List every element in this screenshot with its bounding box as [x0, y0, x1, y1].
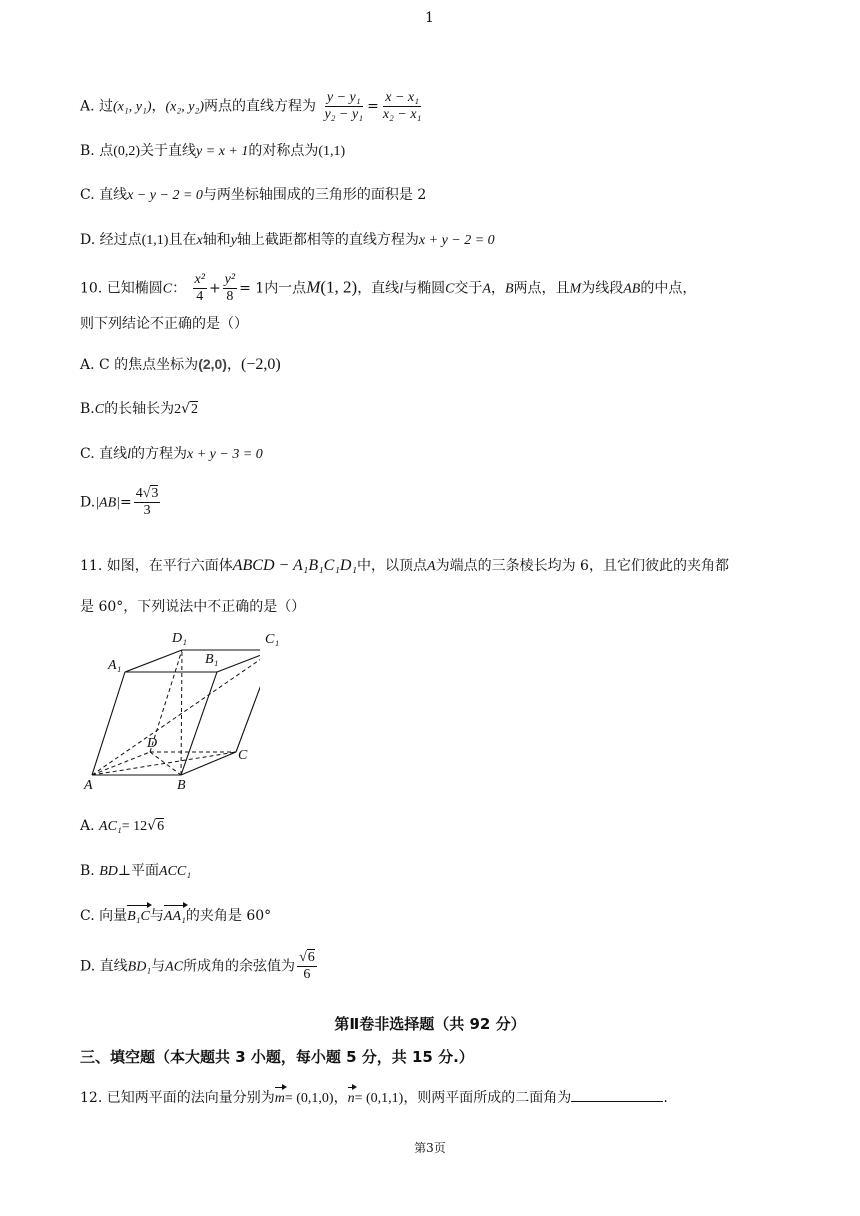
q9-b-result: (1,1) — [318, 144, 346, 159]
q11-b-prefix: B. — [80, 863, 95, 879]
q10-stem-line2: 则下列结论不正确的是（） — [80, 316, 248, 332]
q11-c-mid: 与 — [149, 908, 164, 924]
q9-d-mid: 且在 — [168, 232, 197, 248]
q9-d-mid3: 轴上截距都相等的直线方程为 — [236, 232, 419, 248]
q12-prefix: 12. 已知两平面的法向量分别为 — [80, 1090, 275, 1106]
q11-prefix: 11. 如图，在平行六面体 — [80, 558, 233, 574]
q9-d-x: x — [196, 233, 203, 248]
sqrt-icon: √ — [181, 401, 191, 417]
q10-d-eq: = — [120, 494, 132, 511]
diag-bd1 — [181, 650, 182, 775]
q10-a-point2: (−2,0) — [240, 356, 281, 373]
q11-a-eq: = 12 — [121, 819, 148, 834]
q11-option-b[interactable] — [80, 861, 191, 882]
q11-b-mid: 平面 — [131, 863, 160, 879]
q9-a-prefix: A. 过 — [80, 98, 114, 115]
q10-mid2: ，直线 — [357, 280, 400, 297]
q11-d-mid: 与 — [151, 958, 166, 975]
q11-option-d[interactable] — [80, 950, 319, 983]
q9-a-eq: = — [367, 98, 379, 115]
q9-d-prefix: D. 经过点 — [80, 232, 142, 248]
page-footer: 第3页 — [414, 1141, 446, 1155]
q9-a-mid: 两点的直线方程为 — [204, 98, 317, 115]
q10-m-point: (1, 2) — [320, 277, 358, 297]
sqrt-icon: √ — [299, 950, 307, 965]
q10-ab: AB — [623, 281, 641, 297]
q10-option-a[interactable] — [80, 354, 281, 375]
q9-c-line: x − y − 2 = 0 — [127, 188, 203, 203]
q10-c2: C — [445, 281, 455, 297]
q10-d-abs: |AB| — [95, 495, 120, 511]
q12-rest: ，则两平面所成的二面角为 — [403, 1090, 572, 1106]
q10-colon: ： — [172, 280, 187, 297]
edge-b1c1 — [217, 650, 260, 672]
q11-c-prefix: C. 向量 — [80, 908, 128, 924]
parallelepiped-figure — [80, 628, 260, 798]
q9-c-rest: 与两坐标轴围成的三角形的面积是 2 — [202, 187, 427, 203]
q10-mid5: 两点，且 — [513, 280, 570, 297]
q9-a-point2: (x₂, y₂) — [165, 99, 205, 115]
q11-stem-line2: 是 60°，下列说法中不正确的是（） — [80, 599, 306, 615]
q11-d-rest: 所成角的余弦值为 — [183, 958, 296, 975]
q10-fraction-x: $\frac{\text{x²}}{4}$ — [194, 272, 205, 304]
q10-m2: M — [569, 281, 582, 297]
q10-c-l: l — [127, 447, 132, 462]
q10-d-prefix: D. — [80, 494, 96, 511]
label-a1: A₁ — [108, 658, 122, 673]
edge-bb1 — [181, 672, 217, 775]
q9-d-point: (1,1) — [141, 233, 169, 248]
edge-aa1 — [92, 672, 125, 775]
section-subtitle: 三、填空题（本大题共 3 小题，每小题 5 分，共 15 分.） — [80, 1048, 474, 1066]
q10-fraction-y: $\frac{\text{y²}}{8}$ — [224, 272, 236, 304]
label-d: D — [147, 736, 158, 751]
q9-b-point: (0,2) — [113, 144, 141, 159]
q9-a-point1: (x₁, y₁) — [113, 99, 152, 115]
q10-eq1: = 1 — [239, 280, 265, 297]
q9-b-line: y = x + 1 — [196, 144, 249, 159]
q10-prefix: 10. 已知椭圆 — [80, 280, 163, 297]
q11-option-a[interactable] — [80, 816, 164, 837]
edge-bc — [181, 752, 236, 775]
q9-option-b[interactable] — [80, 141, 345, 162]
q11-option-c[interactable] — [80, 906, 271, 927]
q11-d-bd: BD₁ — [127, 959, 152, 975]
q10-mid4: 交于 — [454, 280, 483, 297]
page-number: 1 — [425, 10, 434, 26]
q11-b-plane: ACC₁ — [159, 864, 192, 879]
q9-c-prefix: C. 直线 — [80, 187, 128, 203]
q9-d-line: x + y − 2 = 0 — [418, 233, 495, 248]
q10-l: l — [399, 281, 404, 297]
q9-option-c[interactable] — [80, 185, 426, 206]
q9-d-y: y — [230, 233, 237, 248]
q10-comma: ， — [490, 280, 505, 297]
label-c1: C₁ — [265, 632, 280, 647]
q10-option-c[interactable] — [80, 444, 263, 465]
q11-stem — [80, 556, 729, 577]
q10-c-prefix: C. 直线 — [80, 446, 128, 462]
answer-blank[interactable] — [571, 1087, 663, 1102]
q10-b: B — [504, 281, 514, 297]
q10-a-text: A. C 的焦点坐标为 — [80, 357, 199, 373]
q10-mid1: 内一点 — [264, 280, 307, 297]
q10-mid6: 为线段 — [581, 280, 624, 297]
q9-a-fraction1: $\frac{\text{y − y₁}}{\text{y₂ − y₁}}$ — [324, 90, 364, 122]
q12-end: . — [663, 1090, 668, 1106]
diag-ac — [92, 752, 236, 775]
q10-a-sep: ， — [226, 357, 241, 373]
q11-c-vector1: B₁C — [127, 907, 150, 927]
edge-a1d1 — [125, 650, 182, 672]
q10-c-mid: 的方程为 — [131, 446, 188, 462]
q10-stem — [80, 272, 696, 305]
q10-b-radicand: 2 — [191, 402, 199, 417]
q10-mid3: 与椭圆 — [403, 280, 446, 297]
q9-b-mid: 关于直线 — [140, 143, 197, 159]
sqrt-icon: √ — [142, 486, 151, 501]
q12-sep: ， — [333, 1090, 348, 1106]
q10-b-value: 2 — [174, 402, 182, 417]
q10-plus: + — [208, 280, 221, 297]
q10-option-b[interactable] — [80, 399, 198, 420]
q9-b-mid2: 的对称点为 — [248, 143, 319, 159]
label-d1: D₁ — [172, 631, 187, 646]
label-a: A — [84, 778, 93, 793]
q10-m: M — [306, 277, 321, 297]
q10-c-line: x + y − 3 = 0 — [187, 447, 263, 462]
q9-option-a[interactable] — [80, 90, 425, 123]
edge-ad — [92, 752, 150, 775]
q10-a: A — [482, 281, 491, 297]
q11-b-bd: BD — [99, 864, 118, 879]
section-title: 第Ⅱ卷非选择题（共 92 分） — [334, 1015, 526, 1033]
q10-b-c: C — [94, 402, 105, 417]
q9-a-sep: ， — [151, 98, 166, 115]
q12-vector-m: m — [275, 1089, 285, 1109]
q11-a-prefix: A. — [80, 818, 95, 834]
q11-rest: 为端点的三条棱长均为 6，且它们彼此的夹角都 — [435, 558, 729, 574]
q10-option-d[interactable] — [80, 486, 162, 519]
perpendicular-icon: ⊥ — [117, 863, 132, 879]
q11-c-vector2: AA₁ — [164, 907, 186, 927]
q10-d-fraction: $\frac{4√3}{3}$ — [135, 486, 159, 518]
q9-option-d[interactable] — [80, 230, 495, 251]
q9-b-prefix: B. 点 — [80, 143, 114, 159]
q10-a-point1: (2,0) — [198, 356, 227, 372]
q9-d-mid2: 轴和 — [202, 232, 231, 248]
diag-bd — [150, 752, 181, 775]
q12-stem — [80, 1087, 668, 1109]
q11-a-lhs: AC₁ — [99, 819, 122, 834]
q10-c: C — [162, 281, 173, 297]
q11-d-ac: AC — [165, 959, 184, 975]
q11-d-fraction: $\frac{√6}{6}$ — [299, 950, 315, 982]
q9-a-fraction2: $\frac{\text{x − x₁}}{\text{x₂ − x₁}}$ — [382, 90, 422, 122]
sqrt-icon: √ — [147, 818, 157, 834]
q10-b-mid: 的长轴长为 — [104, 401, 175, 417]
q11-c-rest: 的夹角是 60° — [185, 908, 272, 924]
q12-n-value: = (0,1,1) — [354, 1091, 404, 1106]
label-b1: B₁ — [205, 652, 219, 667]
q11-mid: 中，以顶点 — [357, 558, 428, 574]
q11-a: A — [427, 559, 436, 574]
q12-m-value: = (0,1,0) — [284, 1091, 334, 1106]
label-c: C — [238, 748, 248, 763]
label-b: B — [177, 778, 186, 793]
edge-cc1 — [236, 650, 260, 752]
q12-vector-n: n — [348, 1089, 355, 1109]
q10-b-prefix: B. — [80, 401, 95, 417]
q11-a-radicand: 6 — [157, 819, 165, 834]
q11-solid: ABCD − A₁B₁C₁D₁ — [232, 557, 358, 574]
q10-mid7: 的中点， — [640, 280, 697, 297]
q11-d-prefix: D. 直线 — [80, 958, 128, 975]
